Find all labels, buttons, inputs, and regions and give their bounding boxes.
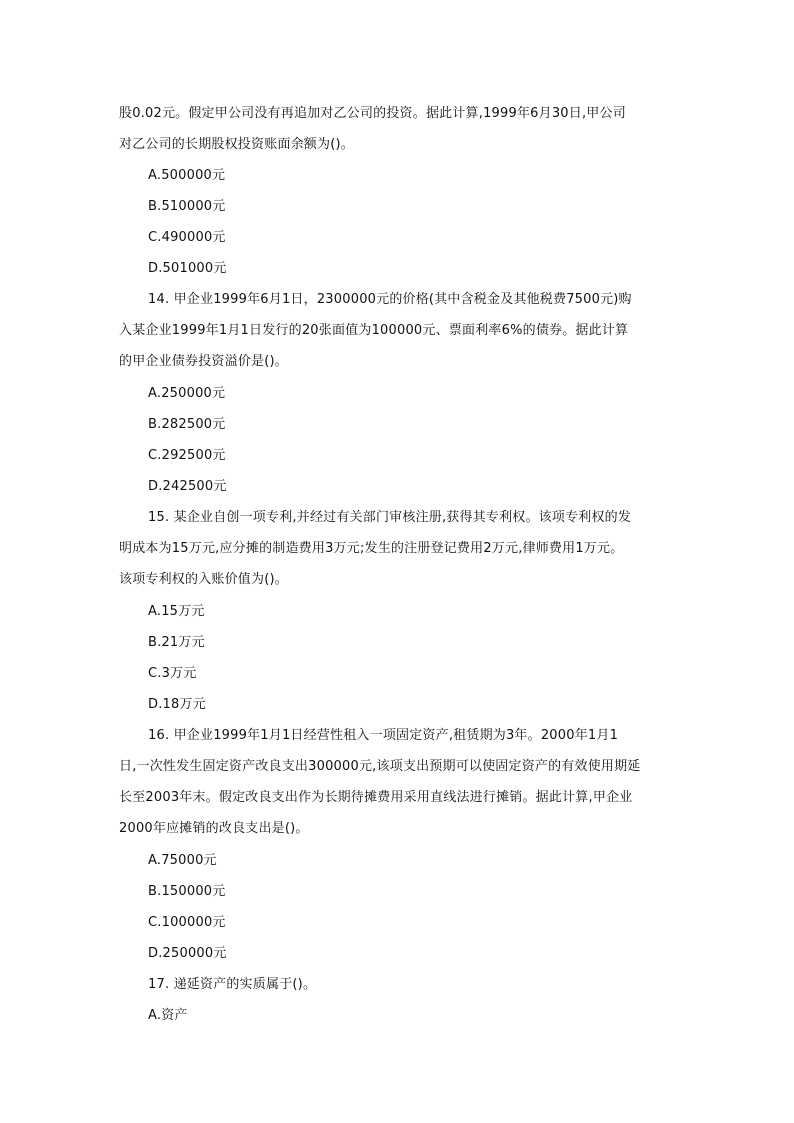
q15-option-a: A.15万元 <box>148 604 205 619</box>
q14-option-a: A.250000元 <box>148 386 226 401</box>
q14-option-d: D.242500元 <box>148 479 227 494</box>
q16-text-line-3: 长至2003年末。假定改良支出作为长期待摊费用采用直线法进行摊销。据此计算,甲企业 <box>119 790 633 805</box>
q13-text-line-2: 对乙公司的长期股权投资账面余额为()。 <box>119 137 354 152</box>
q16-option-d: D.250000元 <box>148 946 227 961</box>
q13-text-line-1: 股0.02元。假定甲公司没有再追加对乙公司的投资。据此计算,1999年6月30日,甲公司 <box>119 106 626 121</box>
q16-text-line-1: 16. 甲企业1999年1月1日经营性租入一项固定资产,租赁期为3年。2000年1月1 <box>148 728 619 743</box>
q14-text-line-2: 入某企业1999年1月1日发行的20张面值为100000元、票面利率6%的债券。据此计算 <box>119 323 629 338</box>
q16-option-a: A.75000元 <box>148 853 217 868</box>
q13-option-d: D.501000元 <box>148 261 227 276</box>
q16-text-line-4: 2000年应摊销的改良支出是()。 <box>119 821 309 836</box>
q14-text-line-1: 14. 甲企业1999年6月1日，2300000元的价格(其中含税金及其他税费7500元)购 <box>148 292 632 307</box>
q16-option-b: B.150000元 <box>148 884 226 899</box>
q13-option-c: C.490000元 <box>148 230 226 245</box>
q14-option-b: B.282500元 <box>148 417 226 432</box>
q13-option-a: A.500000元 <box>148 168 226 183</box>
q15-option-d: D.18万元 <box>148 697 206 712</box>
q14-text-line-3: 的甲企业债券投资溢价是()。 <box>119 354 288 369</box>
q16-text-line-2: 日,一次性发生固定资产改良支出300000元,该项支出预期可以使固定资产的有效使用期延 <box>119 759 641 774</box>
q13-option-b: B.510000元 <box>148 199 226 214</box>
q17-text-line-1: 17. 递延资产的实质属于()。 <box>148 977 317 992</box>
q14-option-c: C.292500元 <box>148 448 226 463</box>
q15-text-line-3: 该项专利权的入账价值为()。 <box>119 572 288 587</box>
q16-option-c: C.100000元 <box>148 915 226 930</box>
q15-text-line-2: 明成本为15万元,应分摊的制造费用3万元;发生的注册登记费用2万元,律师费用1万元。 <box>119 541 624 556</box>
q15-option-c: C.3万元 <box>148 666 197 681</box>
q15-option-b: B.21万元 <box>148 635 205 650</box>
q15-text-line-1: 15. 某企业自创一项专利,并经过有关部门审核注册,获得其专利权。该项专利权的发 <box>148 510 632 525</box>
q17-option-a: A.资产 <box>148 1008 188 1023</box>
